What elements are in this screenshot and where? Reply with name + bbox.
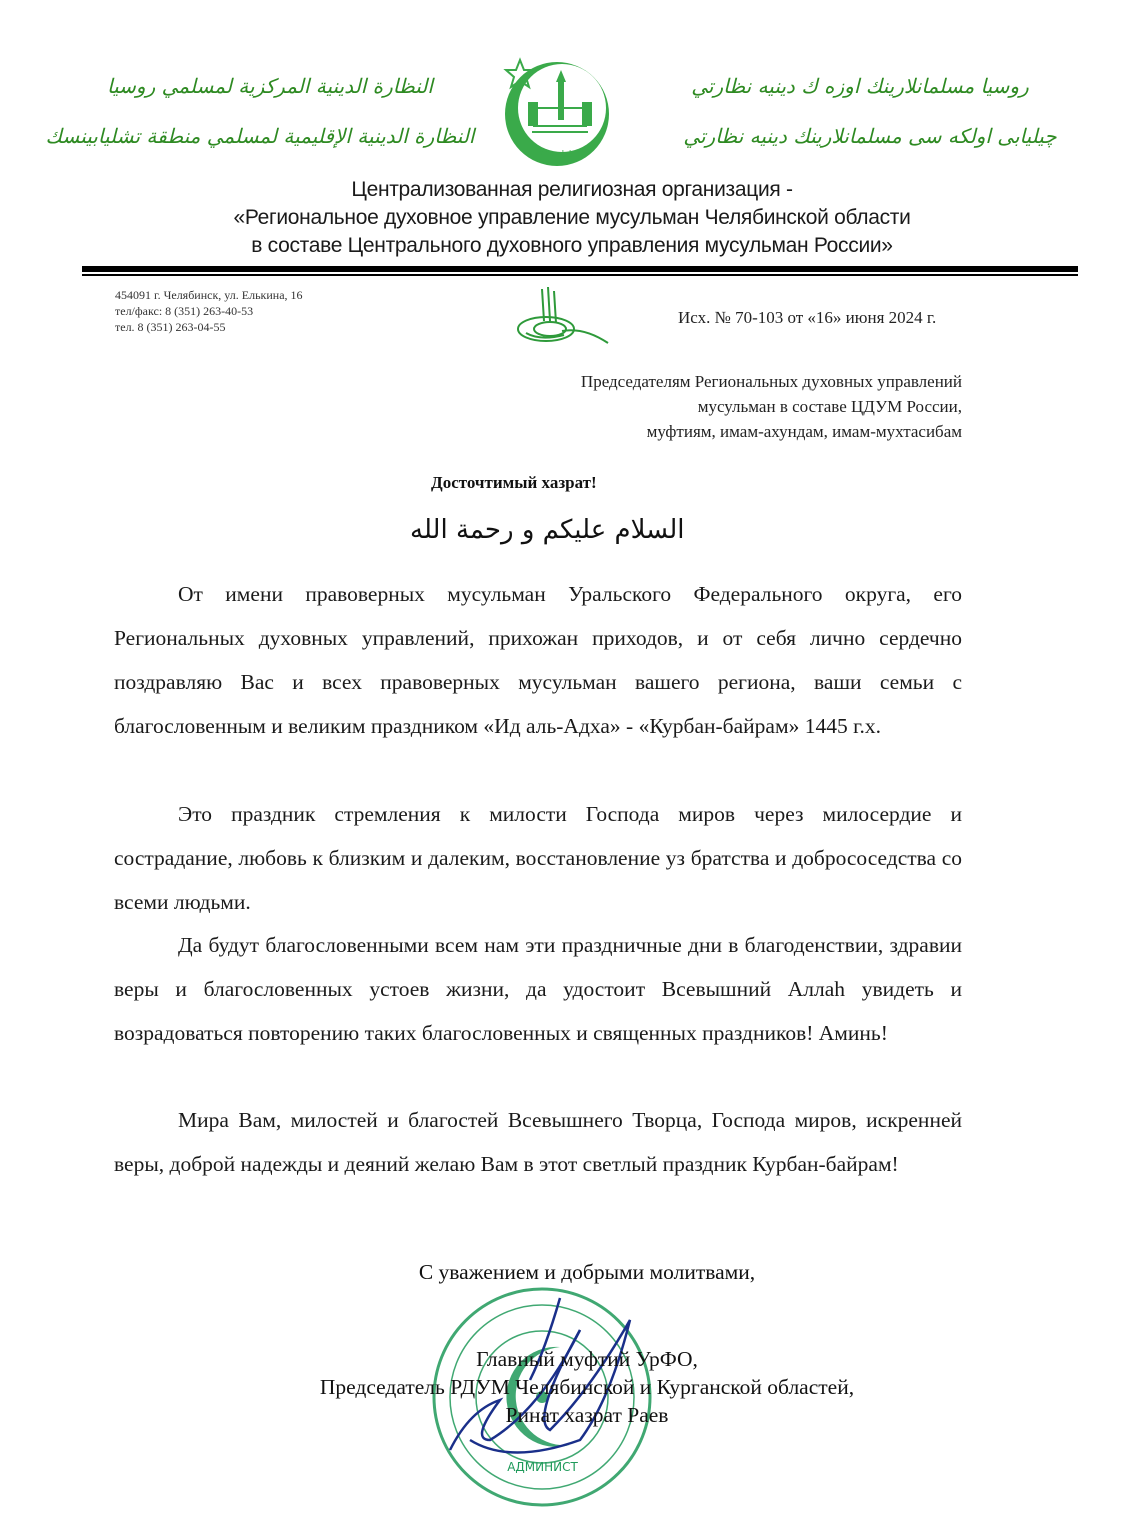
letterhead-arabic-right-1: روسيا مسلمانلارينك اوزه ك دينيه نظارتي [691, 74, 1029, 98]
addressee-line-2: мусульман в составе ЦДУМ России, [697, 397, 962, 416]
header-divider-thick [82, 266, 1078, 272]
addressee-line-3: муфтиям, имам-ахундам, имам-мухтасибам [646, 422, 962, 441]
outgoing-reference: Исх. № 70-103 от «16» июня 2024 г. [678, 308, 937, 327]
signer-title-2: Председатель РДУМ Челябинской и Курганской областей, [319, 1375, 855, 1399]
header-divider-thin [82, 274, 1078, 276]
stamp-inner-text: АДМИНИСТ [507, 1460, 578, 1474]
letterhead-arabic-right-2: چيليابى اولكه سى مسلمانلارينك دينيه نظارتي [683, 124, 1057, 148]
signer-title-1: Главный муфтий УрФО, [476, 1347, 698, 1371]
contact-phone: тел. 8 (351) 263-04-55 [115, 320, 226, 334]
closing-phrase: С уважением и добрыми молитвами, [418, 1260, 756, 1284]
emblem-text: بلغار ٣١٠ [539, 150, 575, 160]
contact-fax: тел/факс: 8 (351) 263-40-53 [115, 304, 254, 318]
letterhead-arabic-left-1: النظارة الدينية المركزية لمسلمي روسيا [107, 74, 433, 98]
arabic-salam: السلام عليكم و رحمة الله [410, 515, 685, 545]
org-title-line-1: Централизованная религиозная организация - [351, 178, 793, 201]
body-paragraph-4: Мира Вам, милостей и благостей Всевышнего Творца, Господа миров, искренней веры, доброй надежды и деяний желаю Вам в этот светлый праздник Курбан-байрам! [114, 1108, 962, 1176]
body-paragraph-2: Это праздник стремления к милости Господа миров через милосердие и сострадание, любовь к близким и далеким, восстановление уз братства и добрососедства со всеми людьми. [114, 802, 962, 914]
contact-address: 454091 г. Челябинск, ул. Елькина, 16 [115, 288, 303, 302]
addressee-line-1: Председателям Региональных духовных управлений [580, 372, 962, 391]
letterhead-arabic-left-2: النظارة الدينية الإقليمية لمسلمي منطقة تشليابينسك [45, 124, 475, 148]
org-title-line-3: в составе Центрального духовного управления мусульман России» [251, 234, 893, 257]
body-paragraph-1: От имени правоверных мусульман Уральского Федерального округа, его Региональных духовных управлений, прихожан приходов, и от себя лично сердечно поздравляю Вас и всех правоверных мусульман вашего региона, ваши семьи с благословенным и великим праздником «Ид аль-Адха» - «Курбан-байрам» 1445 г.х. [114, 582, 962, 738]
body-paragraph-3: Да будут благословенными всем нам эти праздничные дни в благоденствии, здравии веры и благословенных устоев жизни, да удостоит Всевышний Аллаh увидеть и возрадоваться повторению таких благословенных и священных праздников! Аминь! [114, 933, 962, 1045]
org-title-line-2: «Региональное духовное управление мусульман Челябинской области [233, 206, 911, 229]
tughra-calligraphy-icon [512, 285, 612, 345]
signer-name: Ринат хазрат Раев [505, 1403, 669, 1427]
greeting: Досточтимый хазрат! [431, 473, 597, 492]
